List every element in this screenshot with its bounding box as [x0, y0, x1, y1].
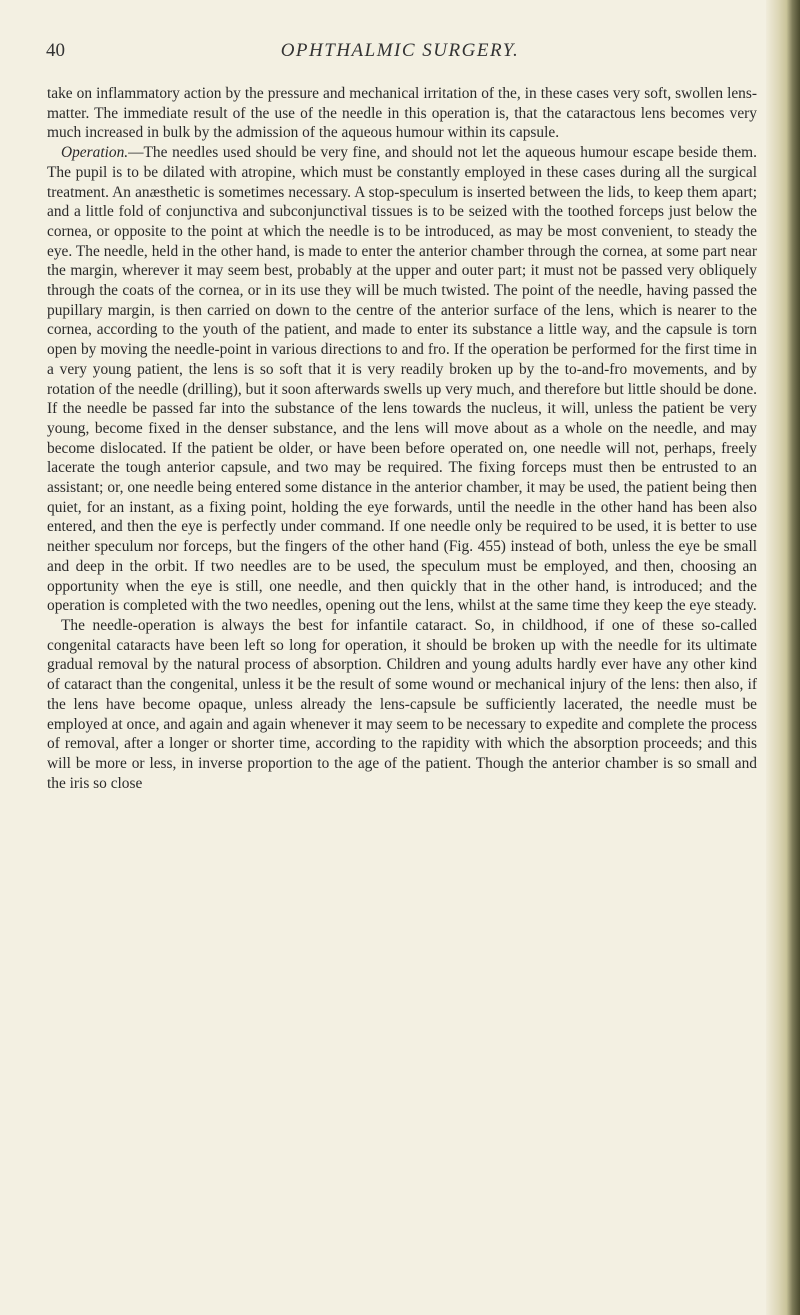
- page-body: [47, 84, 757, 793]
- page-number: 40: [46, 40, 65, 61]
- paragraph-1: take on inflammatory action by the pressure and mechanical irritation of the, in these cases very soft, swollen lens-matter. The immediate result of the use of the needle in this operation is, that the cataractous lens becomes very much increased in bulk by the admission of the aqueous humour within its capsule.: [47, 85, 757, 142]
- operation-heading: Operation.: [61, 144, 129, 162]
- paragraph-2: [47, 143, 757, 616]
- paragraph-2-text: —The needles used should be very fine, and should not let the aqueous humour escape beside them. The pupil is to be dilated with atropine, which must be constantly employed in these cases during all the surgical treatment. An anæsthetic is sometimes necessary. A stop-speculum is inserted between the lids, to keep them apart; and a little fold of conjunctiva and subconjunctival tissues is to be seized with the toothed forceps just below the cornea, or opposite to the point at which the needle is to be introduced, as may be most convenient, to steady the eye. The needle, held in the other hand, is made to enter the anterior chamber through the cornea, at some part near the margin, wherever it may seem best, probably at the upper and outer part; it must not be passed very obliquely through the coats of the cornea, or in its use they will be much twisted. The point of the needle, having passed the pupillary margin, is then carried on down to the centre of the anterior surface of the lens, which is nearer to the cornea, according to the youth of the patient, and made to enter its substance a little way, and the capsule is torn open by moving the needle-point in various directions to and fro. If the operation be performed for the first time in a very young patient, the lens is so soft that it is very readily broken up by the to-and-fro movements, and by rotation of the needle (drilling), but it soon afterwards swells up very much, and therefore but little should be done. If the needle be passed far into the substance of the lens towards the nucleus, it will, unless the patient be very young, become fixed in the denser substance, and the lens will move about as a whole on the needle, and may become dislocated. If the patient be older, or have been before operated on, one needle will not, perhaps, freely lacerate the tough anterior capsule, and two may be required. The fixing forceps must then be entrusted to an assistant; or, one needle being entered some distance in the anterior chamber, it may be used, the patient being then quiet, for an instant, as a fixing point, holding the eye forwards, until the needle in the other hand has been also entered, and then the eye is perfectly under command. If one needle only be required to be used, it is better to use neither speculum nor forceps, but the fingers of the other hand (Fig. 455) instead of both, unless the eye be small and deep in the orbit. If two needles are to be used, the speculum must be employed, and then, choosing an opportunity when the eye is still, one needle, and then quickly that in the other hand, is introduced; and the operation is completed with the two needles, opening out the lens, whilst at the same time they keep the eye steady.: [47, 144, 757, 615]
- book-binding-edge: [766, 0, 800, 1315]
- paragraph-3: The needle-operation is always the best for infantile cataract. So, in childhood, if one of these so-called congenital cataracts have been left so long for operation, it should be broken up with the needle for its ultimate gradual removal by the natural process of absorption. Children and young adults hardly ever have any other kind of cataract than the congenital, unless it be the result of some wound or mechanical injury of the lens: then also, if the lens have become opaque, unless already the lens-capsule be sufficiently lacerated, the needle must be employed at once, and again and again whenever it may seem to be necessary to expedite and complete the process of removal, after a longer or shorter time, according to the rapidity with which the absorption proceeds; and this will be more or less, in inverse proportion to the age of the patient. Though the anterior chamber is so small and the iris so close: [47, 616, 757, 792]
- running-title: OPHTHALMIC SURGERY.: [280, 40, 520, 61]
- page-header: [40, 40, 760, 70]
